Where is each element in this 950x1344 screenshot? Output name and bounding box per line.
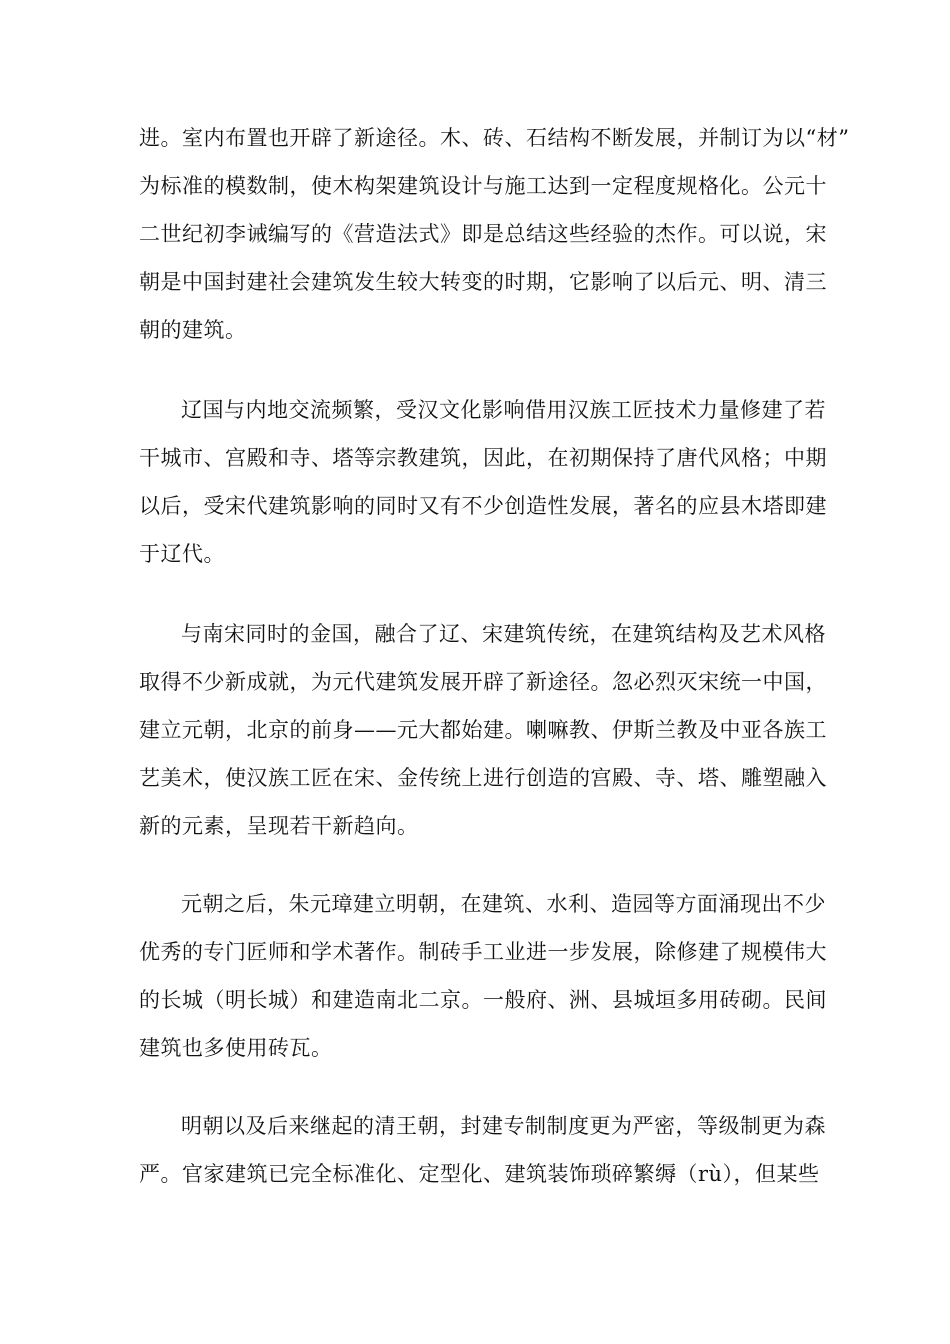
paragraph-line: 朝的建筑。 (139, 318, 247, 342)
paragraph-line: 优秀的专门匠师和学术著作。制砖手工业进一步发展，除修建了规模伟大 (139, 940, 827, 964)
paragraph-line: 艺美术，使汉族工匠在宋、金传统上进行创造的宫殿、寺、塔、雕塑融入 (139, 766, 827, 790)
paragraph-line: 为标准的模数制，使木构架建筑设计与施工达到一定程度规格化。公元十 (139, 174, 827, 198)
paragraph-line: 朝是中国封建社会建筑发生较大转变的时期，它影响了以后元、明、清三 (139, 270, 827, 294)
paragraph-line: 严。官家建筑已完全标准化、定型化、建筑装饰琐碎繁缛（rù），但某些 (139, 1162, 820, 1186)
paragraph-line: 于辽代。 (139, 542, 225, 566)
paragraph-5 (139, 1102, 826, 1198)
paragraph-line: 新的元素，呈现若干新趋向。 (139, 814, 419, 838)
paragraph-line: 二世纪初李诫编写的《营造法式》即是总结这些经验的杰作。可以说，宋 (139, 222, 827, 246)
paragraph-line: 取得不少新成就，为元代建筑发展开辟了新途径。忽必烈灭宋统一中国， (139, 670, 827, 694)
paragraph-4 (139, 880, 827, 1072)
paragraph-line: 以后，受宋代建筑影响的同时又有不少创造性发展，著名的应县木塔即建 (139, 494, 827, 518)
paragraph-line: 干城市、宫殿和寺、塔等宗教建筑，因此，在初期保持了唐代风格；中期 (139, 446, 827, 470)
paragraph-1 (139, 114, 850, 354)
paragraph-line: 明朝以及后来继起的清王朝，封建专制制度更为严密，等级制更为森 (181, 1114, 826, 1138)
paragraph-line: 的长城（明长城）和建造南北二京。一般府、洲、县城垣多用砖砌。民间 (139, 988, 827, 1012)
paragraph-3 (139, 610, 827, 850)
paragraph-line: 建立元朝，北京的前身——元大都始建。喇嘛教、伊斯兰教及中亚各族工 (139, 718, 827, 742)
paragraph-line: 与南宋同时的金国，融合了辽、宋建筑传统，在建筑结构及艺术风格 (181, 622, 826, 646)
paragraph-line: 建筑也多使用砖瓦。 (139, 1036, 333, 1060)
paragraph-line: 元朝之后，朱元璋建立明朝，在建筑、水利、造园等方面涌现出不少 (181, 892, 826, 916)
paragraph-line: 辽国与内地交流频繁，受汉文化影响借用汉族工匠技术力量修建了若 (181, 398, 826, 422)
paragraph-2 (139, 386, 827, 578)
paragraph-line: 进。室内布置也开辟了新途径。木、砖、石结构不断发展，并制订为以“材” (139, 126, 850, 150)
